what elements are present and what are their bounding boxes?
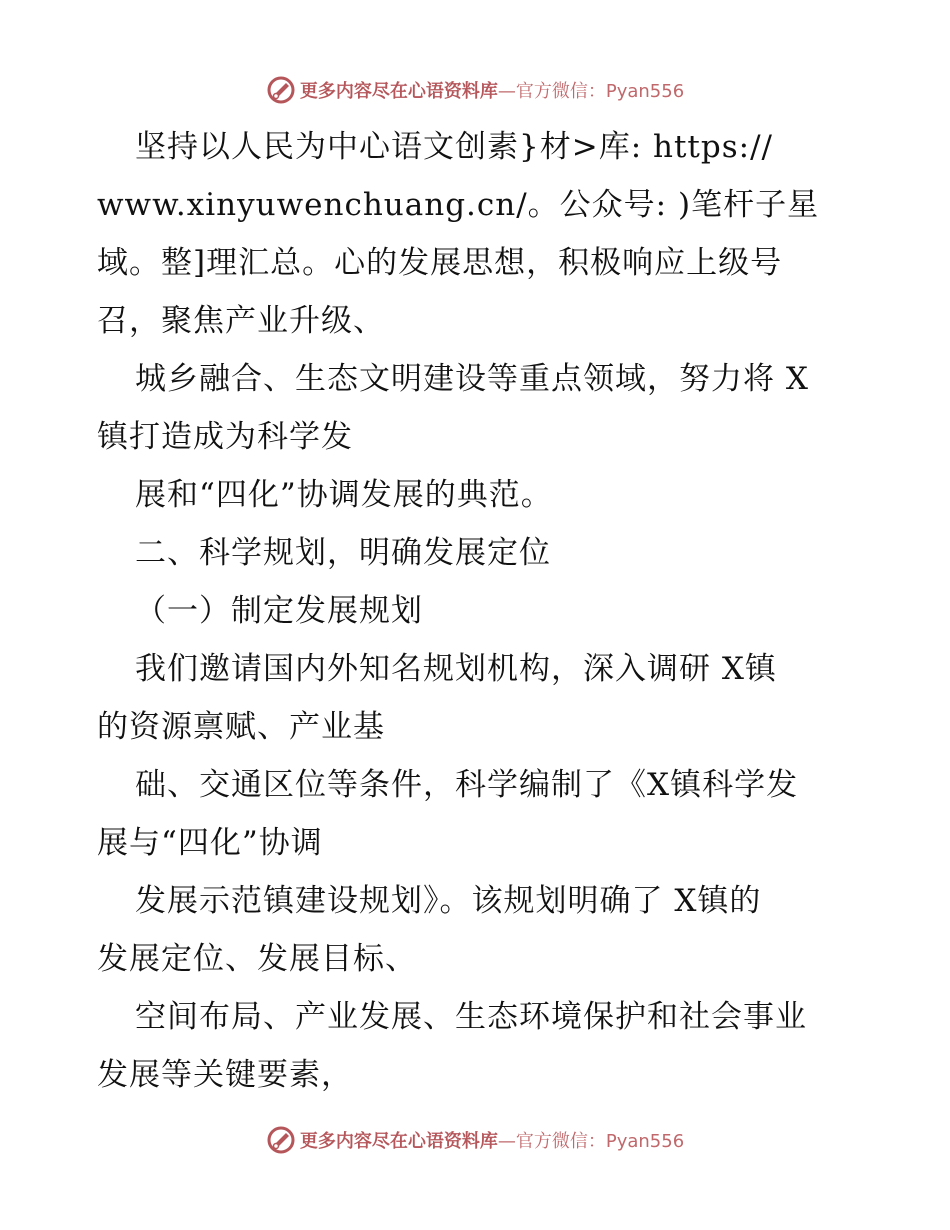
header-banner (0, 70, 950, 110)
text-line: 我们邀请国内外知名规划机构，深入调研 X镇 (135, 651, 777, 687)
footer-contact-text: —官方微信：Pyan556 (497, 1131, 685, 1152)
text-line: 发展等关键要素， (97, 1057, 353, 1093)
text-line: 的资源禀赋、产业基 (97, 709, 385, 745)
text-line: 城乡融合、生态文明建设等重点领域，努力将 X (135, 361, 809, 397)
text-line: 发展定位、发展目标、 (97, 941, 417, 977)
footer-banner (0, 1120, 950, 1160)
text-line: 召，聚焦产业升级、 (97, 303, 385, 339)
text-line: 坚持以人民为中心语文创素}材>库: https:// (135, 129, 773, 165)
header-brand-text: 更多内容尽在心语资料库 (299, 81, 498, 102)
text-line: 镇打造成为科学发 (97, 419, 353, 455)
text-line: 发展示范镇建设规划》。该规划明确了 X镇的 (135, 883, 762, 919)
text-line: 域。整]理汇总。心的发展思想，积极响应上级号 (97, 245, 783, 281)
text-line: 础、交通区位等条件，科学编制了《X镇科学发 (135, 767, 799, 803)
text-line: www.xinyuwenchuang.cn/。公众号: )笔杆子星 (97, 187, 820, 223)
subsection-heading: （一）制定发展规划 (135, 593, 423, 629)
footer-brand-text: 更多内容尽在心语资料库 (299, 1131, 498, 1152)
body-text (97, 118, 867, 1104)
text-line: 空间布局、产业发展、生态环境保护和社会事业 (135, 999, 807, 1035)
text-line: 展与“四化”协调 (97, 825, 323, 861)
section-heading: 二、科学规划，明确发展定位 (135, 535, 551, 571)
header-contact-text: —官方微信：Pyan556 (497, 81, 685, 102)
brand-logo-icon (266, 1125, 296, 1155)
text-line: 展和“四化”协调发展的典范。 (135, 477, 553, 513)
brand-logo-icon (266, 75, 296, 105)
